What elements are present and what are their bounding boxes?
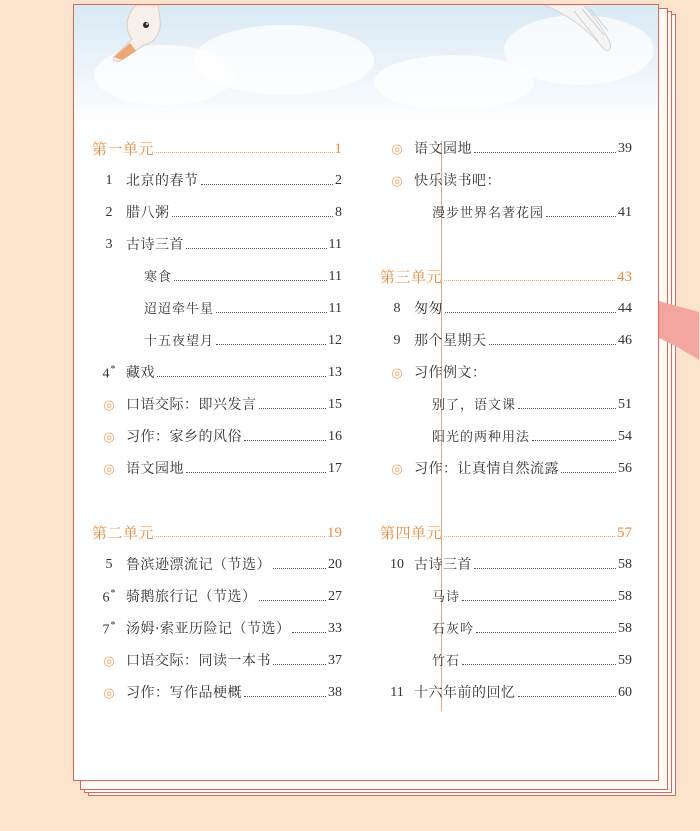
toc-entry-title: 腊八粥 <box>126 205 170 221</box>
toc-entry[interactable] <box>380 677 632 709</box>
self-study-star: * <box>110 619 116 631</box>
lesson-number <box>380 686 414 700</box>
bullet-circle-icon <box>92 462 126 477</box>
toc-page-number: 11 <box>328 301 342 316</box>
toc-entry[interactable] <box>380 549 632 581</box>
toc-entry-title: 古诗三首 <box>126 237 184 253</box>
bullet-mark: ◎ <box>391 172 403 188</box>
bullet-circle-icon <box>380 462 414 477</box>
toc-entry-title: 快乐读书吧： <box>414 173 501 189</box>
toc-entry[interactable] <box>92 677 342 709</box>
toc-entry-title: 习作例文： <box>414 365 487 381</box>
lesson-number <box>92 174 126 188</box>
lesson-number-value: 2 <box>105 205 113 220</box>
toc-entry-title: 第三单元 <box>380 267 443 286</box>
bullet-circle-icon <box>380 174 414 189</box>
toc-page <box>73 4 659 781</box>
dot-leader <box>445 312 616 313</box>
lesson-number-value: 8 <box>393 301 401 316</box>
toc-entry-title: 藏戏 <box>126 365 155 381</box>
toc-entry[interactable] <box>92 453 342 485</box>
bullet-mark: ◎ <box>391 140 403 156</box>
toc-subentry[interactable] <box>92 293 342 325</box>
toc-page-number: 8 <box>335 205 342 220</box>
lesson-number-value: 9 <box>393 333 401 348</box>
dot-leader <box>462 664 616 665</box>
goose-wing-icon <box>544 5 614 53</box>
toc-entry-title: 北京的春节 <box>126 173 199 189</box>
toc-entry-title: 匆匆 <box>414 301 443 317</box>
toc-page-number: 46 <box>618 333 632 348</box>
toc-entry-title: 汤姆·索亚历险记（节选） <box>126 621 291 637</box>
dot-leader <box>546 216 616 217</box>
toc-entry-title: 十五夜望月 <box>144 333 215 349</box>
toc-page-number: 54 <box>618 429 632 444</box>
toc-page-number: 17 <box>328 461 342 476</box>
toc-entry-title: 别了，语文课 <box>432 397 517 413</box>
bullet-mark: ◎ <box>103 396 115 412</box>
toc-unit-heading[interactable] <box>92 133 342 165</box>
bullet-mark: ◎ <box>103 652 115 668</box>
dot-leader <box>157 376 326 377</box>
toc-page-number: 19 <box>327 524 342 541</box>
toc-entry-title: 第四单元 <box>380 523 443 542</box>
lesson-number-value: 7 <box>102 622 110 638</box>
toc-entry-title: 语文园地 <box>126 461 184 477</box>
toc-page-number: 33 <box>328 621 342 636</box>
lesson-number <box>380 334 414 348</box>
toc-entry[interactable] <box>380 325 632 357</box>
toc-entry-title: 古诗三首 <box>414 557 472 573</box>
toc-page-number: 57 <box>617 524 632 541</box>
bullet-circle-icon <box>380 366 414 381</box>
bullet-circle-icon <box>380 142 414 157</box>
toc-entry-title: 漫步世界名著花园 <box>432 205 545 221</box>
dot-leader <box>474 568 616 569</box>
dot-leader <box>474 152 616 153</box>
bullet-mark: ◎ <box>103 684 115 700</box>
toc-entry[interactable] <box>92 613 342 645</box>
toc-subentry[interactable] <box>380 389 632 421</box>
dot-leader <box>518 408 616 409</box>
toc-page-number: 44 <box>618 301 632 316</box>
lesson-number <box>92 621 126 638</box>
toc-entry-title: 阳光的两种用法 <box>432 429 531 445</box>
toc-entry-title: 口语交际：即兴发言 <box>126 397 257 413</box>
toc-entry[interactable] <box>92 229 342 261</box>
toc-page-number: 20 <box>328 557 342 572</box>
toc-entry[interactable] <box>380 357 632 389</box>
toc-entry-title: 习作：家乡的风俗 <box>126 429 242 445</box>
dot-leader <box>462 600 616 601</box>
toc-subentry[interactable] <box>92 325 342 357</box>
toc-page-number: 60 <box>618 685 632 700</box>
toc-entry[interactable] <box>92 197 342 229</box>
toc-entry-title: 第二单元 <box>92 523 155 542</box>
toc-page-number: 11 <box>328 269 342 284</box>
bullet-mark: ◎ <box>103 460 115 476</box>
toc-unit-heading[interactable] <box>380 517 632 549</box>
lesson-number-value: 1 <box>105 173 113 188</box>
toc-page-number: 56 <box>618 461 632 476</box>
toc-subentry[interactable] <box>380 581 632 613</box>
dot-leader <box>476 632 616 633</box>
toc-page-number: 43 <box>617 268 632 285</box>
lesson-number-value: 10 <box>390 557 404 572</box>
dot-leader <box>532 440 616 441</box>
toc-page-number: 38 <box>328 685 342 700</box>
bullet-circle-icon <box>92 398 126 413</box>
bullet-circle-icon <box>92 654 126 669</box>
dot-leader <box>259 600 327 601</box>
dot-leader <box>292 632 326 633</box>
toc-entry[interactable] <box>380 133 632 165</box>
toc-entry-title: 寒食 <box>144 269 173 285</box>
toc-page-number: 58 <box>618 589 632 604</box>
toc-entry-title: 石灰吟 <box>432 621 475 637</box>
toc-unit-heading[interactable] <box>380 261 632 293</box>
self-study-star: * <box>110 587 116 599</box>
toc-page-number: 16 <box>328 429 342 444</box>
toc-entry[interactable] <box>92 421 342 453</box>
goose-icon <box>106 5 196 67</box>
dot-leader <box>561 472 616 473</box>
bullet-mark: ◎ <box>391 364 403 380</box>
lesson-number <box>92 238 126 252</box>
dot-leader <box>244 440 326 441</box>
toc-entry-title: 竹石 <box>432 653 461 669</box>
toc-page-number: 37 <box>328 653 342 668</box>
bullet-mark: ◎ <box>103 428 115 444</box>
toc-page-number: 41 <box>618 205 632 220</box>
toc-entry[interactable] <box>92 389 342 421</box>
toc-page-number: 15 <box>328 397 342 412</box>
bullet-circle-icon <box>92 686 126 701</box>
toc-entry-title: 习作：写作品梗概 <box>126 685 242 701</box>
toc-entry[interactable] <box>380 293 632 325</box>
toc-page-number: 51 <box>618 397 632 412</box>
toc-entry-title: 十六年前的回忆 <box>414 685 516 701</box>
dot-leader <box>273 664 326 665</box>
lesson-number <box>380 302 414 316</box>
self-study-star: * <box>110 363 116 375</box>
lesson-number <box>92 589 126 606</box>
toc-page-number: 1 <box>334 140 342 157</box>
dot-leader <box>444 280 615 281</box>
toc-entry[interactable] <box>92 165 342 197</box>
toc-entry-title: 那个星期天 <box>414 333 487 349</box>
toc-entry-title: 马诗 <box>432 589 461 605</box>
lesson-number-value: 11 <box>390 685 404 700</box>
lesson-number-value: 6 <box>102 590 110 606</box>
toc-entry-title: 习作：让真情自然流露 <box>414 461 559 477</box>
lesson-number-value: 5 <box>105 557 113 572</box>
dot-leader <box>186 472 326 473</box>
dot-leader <box>172 216 334 217</box>
bullet-circle-icon <box>92 430 126 445</box>
dot-leader <box>489 344 617 345</box>
toc-entry[interactable] <box>380 453 632 485</box>
toc-entry[interactable] <box>92 549 342 581</box>
toc-page-number: 58 <box>618 557 632 572</box>
toc-entry[interactable] <box>92 581 342 613</box>
bullet-mark: ◎ <box>391 460 403 476</box>
toc-subentry[interactable] <box>380 645 632 677</box>
dot-leader <box>201 184 334 185</box>
toc-page-number: 27 <box>328 589 342 604</box>
lesson-number <box>92 206 126 220</box>
toc-unit-heading[interactable] <box>92 517 342 549</box>
dot-leader <box>273 568 326 569</box>
toc-entry-title: 第一单元 <box>92 139 155 158</box>
dot-leader <box>518 696 617 697</box>
dot-leader <box>444 536 615 537</box>
toc-entry[interactable] <box>92 357 342 389</box>
dot-leader <box>156 152 332 153</box>
dot-leader <box>186 248 327 249</box>
toc-subentry[interactable] <box>380 613 632 645</box>
lesson-number-value: 3 <box>105 237 113 252</box>
toc-entry[interactable] <box>380 165 632 197</box>
lesson-number <box>92 558 126 572</box>
toc-entry-title: 鲁滨逊漂流记（节选） <box>126 557 271 573</box>
dot-leader <box>216 344 326 345</box>
toc-subentry[interactable] <box>380 197 632 229</box>
lesson-number-value: 4 <box>102 366 110 382</box>
toc-entry-title: 骑鹅旅行记（节选） <box>126 589 257 605</box>
toc-page-number: 58 <box>618 621 632 636</box>
toc-entry-title: 语文园地 <box>414 141 472 157</box>
toc-page-number: 59 <box>618 653 632 668</box>
toc-page-number: 39 <box>618 141 632 156</box>
toc-entry-title: 迢迢牵牛星 <box>144 301 215 317</box>
dot-leader <box>156 536 325 537</box>
lesson-number <box>92 365 126 382</box>
toc-subentry[interactable] <box>92 261 342 293</box>
toc-page-number: 12 <box>328 333 342 348</box>
toc-entry[interactable] <box>92 645 342 677</box>
toc-subentry[interactable] <box>380 421 632 453</box>
toc-page-number: 2 <box>335 173 342 188</box>
dot-leader <box>244 696 326 697</box>
toc-page-number: 13 <box>328 365 342 380</box>
dot-leader <box>216 312 327 313</box>
toc-page-number: 11 <box>328 237 342 252</box>
lesson-number <box>380 558 414 572</box>
dot-leader <box>174 280 327 281</box>
toc-entry-title: 口语交际：同读一本书 <box>126 653 271 669</box>
dot-leader <box>259 408 327 409</box>
